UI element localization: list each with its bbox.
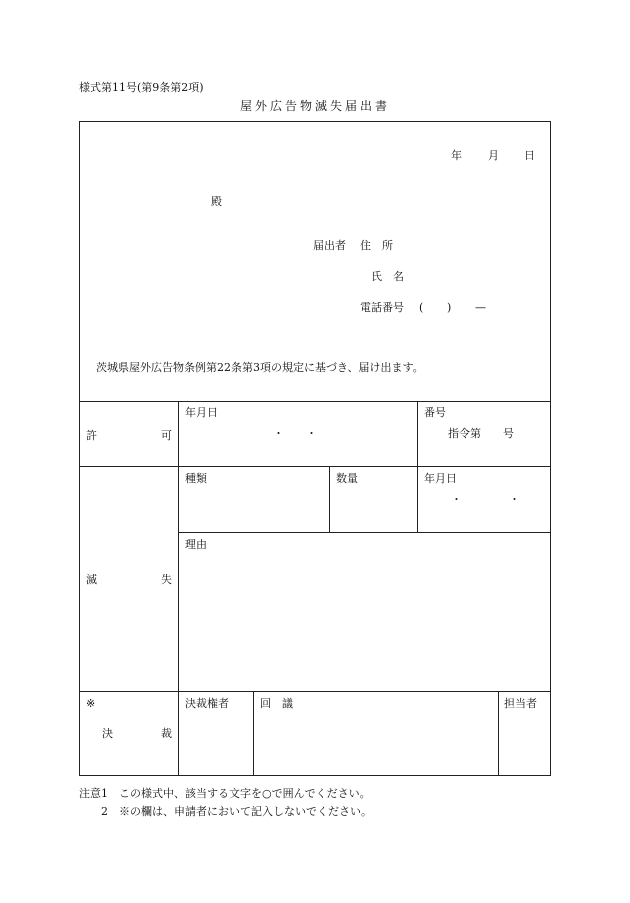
date-month: 月 xyxy=(488,149,499,162)
phone-paren-close: ) xyxy=(447,301,452,314)
permit-date-dots: ・ ・ xyxy=(273,427,317,440)
form-number: 様式第11号(第9条第2項) xyxy=(79,81,204,94)
phone-dash: — xyxy=(475,301,486,314)
permit-row-label xyxy=(86,430,172,441)
loss-reason-label: 理由 xyxy=(185,538,207,551)
form-title: 屋外広告物滅失届出書 xyxy=(239,99,390,113)
divider-reason-top xyxy=(178,532,551,533)
divider-label-column xyxy=(178,401,179,776)
address-label: 住 所 xyxy=(360,239,393,252)
loss-row-label xyxy=(86,574,172,585)
decision-authority-label: 決裁権者 xyxy=(185,697,229,710)
divider-deliberation xyxy=(253,691,254,776)
divider-loss-top xyxy=(79,466,551,467)
phone-paren-open: ( xyxy=(419,301,424,314)
permit-date-label: 年月日 xyxy=(185,406,218,419)
statement-text: 茨城県屋外広告物条例第22条第3項の規定に基づき、届け出ます。 xyxy=(96,361,424,374)
decision-deliberation-label: 回 議 xyxy=(260,697,293,710)
divider-loss-quantity xyxy=(329,466,330,532)
loss-date-dot-2: ・ xyxy=(509,493,520,506)
phone-label: 電話番号 xyxy=(360,301,404,314)
form-frame xyxy=(79,121,551,776)
loss-label-left: 滅 xyxy=(86,573,97,586)
date-year: 年 xyxy=(451,149,462,162)
loss-date-dot-1: ・ xyxy=(451,493,462,506)
decision-person-label: 担当者 xyxy=(504,697,537,710)
permit-number-label: 番号 xyxy=(424,406,446,419)
loss-date-label: 年月日 xyxy=(424,472,457,485)
divider-permit-top xyxy=(79,401,551,402)
decision-mark: ※ xyxy=(86,697,96,710)
applicant-label: 届出者 xyxy=(313,239,346,252)
divider-decision-top xyxy=(79,691,551,692)
date-day: 日 xyxy=(524,149,535,162)
decision-label-left: 決 xyxy=(102,727,113,740)
divider-permit-number xyxy=(417,401,418,532)
permit-number-value: 指令第 号 xyxy=(448,427,514,440)
permit-label-left: 許 xyxy=(86,429,97,442)
note-2: 2 ※の欄は、申請者において記入しないでください。 xyxy=(79,805,372,818)
decision-row-label xyxy=(102,728,172,739)
decision-label-right: 裁 xyxy=(161,727,172,740)
note-1: 注意1 この様式中、該当する文字を○で囲んでください。 xyxy=(79,787,371,800)
loss-label-right: 失 xyxy=(161,573,172,586)
addressee-suffix: 殿 xyxy=(211,195,222,208)
permit-label-right: 可 xyxy=(161,429,172,442)
name-label: 氏 名 xyxy=(371,270,404,283)
divider-person xyxy=(498,691,499,776)
loss-type-label: 種類 xyxy=(185,472,207,485)
loss-quantity-label: 数量 xyxy=(336,472,358,485)
